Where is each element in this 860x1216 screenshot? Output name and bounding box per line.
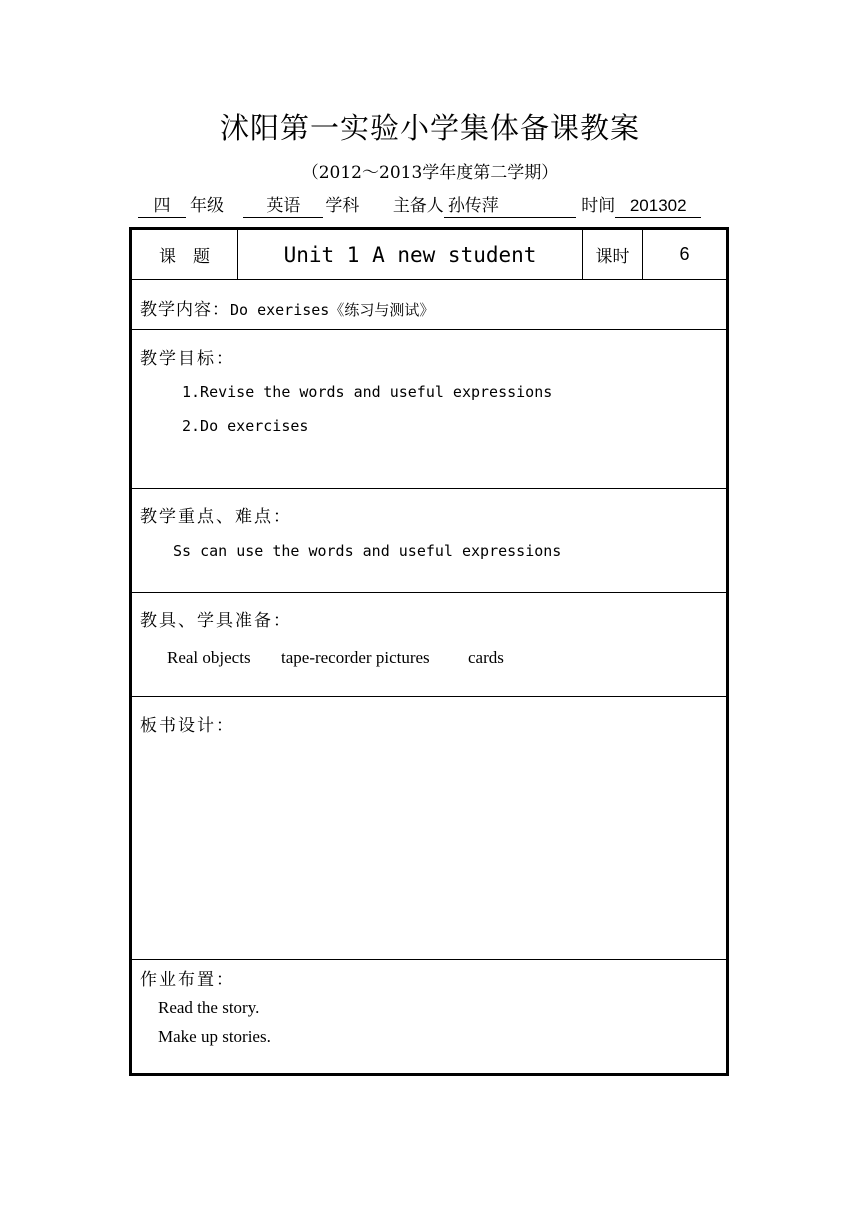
board-design-label: 板书设计： — [140, 716, 235, 736]
homework-item: Read the story. — [158, 998, 260, 1017]
subject-value: 英语 — [243, 195, 323, 218]
key-points-row — [132, 489, 726, 593]
goal-item: 2.Do exercises — [182, 417, 309, 435]
goals-row — [132, 330, 726, 489]
homework-row — [132, 960, 726, 1073]
content-row — [132, 280, 726, 330]
homework-label: 作业布置： — [140, 970, 235, 990]
topic-label: 课 题 — [132, 230, 238, 279]
material-item: tape-recorder pictures — [281, 648, 430, 667]
time-label: 时间 — [581, 196, 616, 216]
board-design-row — [132, 697, 726, 960]
materials-label: 教具、学具准备： — [140, 611, 292, 631]
grade-label: 年级 — [190, 196, 224, 216]
content-value: Do exerises《练习与测试》 — [230, 301, 435, 319]
content-label: 教学内容： — [140, 300, 230, 320]
content-line — [140, 295, 434, 320]
header-info-line — [138, 195, 701, 218]
period-value: 6 — [679, 244, 690, 264]
topic-value: Unit 1 A new student — [238, 230, 583, 279]
preparer-value: 孙传萍 — [444, 195, 576, 218]
grade-value: 四 — [138, 195, 186, 218]
key-points-value: Ss can use the words and useful expressions — [173, 542, 562, 560]
time-value: 201302 — [615, 195, 701, 218]
topic-row — [132, 230, 726, 280]
lesson-plan-table — [129, 227, 729, 1076]
preparer-label: 主备人 — [392, 196, 444, 216]
goal-item: 1.Revise the words and useful expressions — [182, 383, 553, 401]
material-item: cards — [468, 648, 504, 667]
document-title: 沭阳第一实验小学集体备课教案 — [219, 111, 640, 145]
material-item: Real objects — [167, 648, 251, 667]
key-points-label: 教学重点、难点： — [140, 507, 292, 527]
subject-label: 学科 — [325, 196, 360, 216]
goals-label: 教学目标： — [140, 349, 235, 369]
period-label: 课时 — [583, 230, 643, 279]
semester-subtitle: （2012～2013学年度第二学期） — [301, 163, 559, 183]
homework-item: Make up stories. — [158, 1027, 271, 1046]
materials-row — [132, 593, 726, 697]
